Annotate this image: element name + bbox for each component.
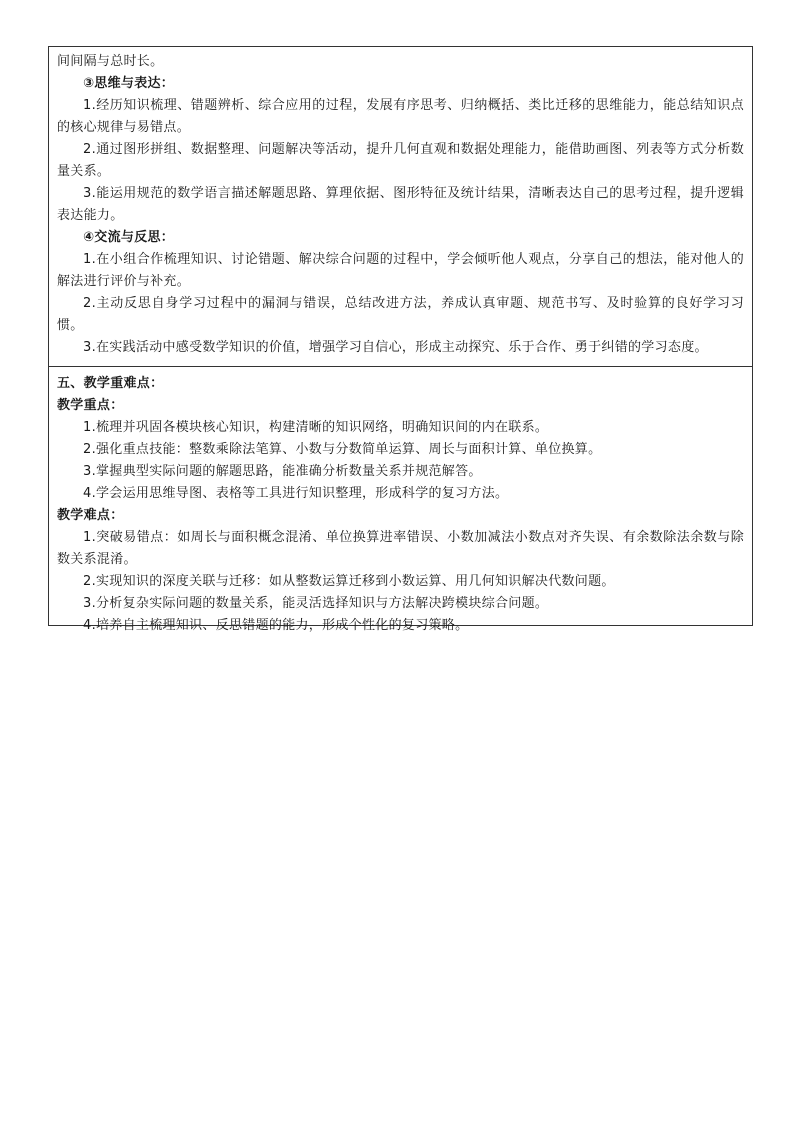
key-points-heading: 教学重点： xyxy=(57,398,124,413)
key-point-item: 4.学会运用思维导图、表格等工具进行知识整理，形成科学的复习方法。 xyxy=(83,486,509,501)
difficult-point-item: 3.分析复杂实际问题的数量关系，能灵活选择知识与方法解决跨模块综合问题。 xyxy=(83,596,549,611)
key-point-item: 3.掌握典型实际问题的解题思路，能准确分析数量关系并规范解答。 xyxy=(83,464,482,479)
communication-heading: ④交流与反思： xyxy=(83,230,175,245)
thinking-item: 3.能运用规范的数学语言描述解题思路、算理依据、图形特征及统计结果，清晰表达自己的思考过程，提升逻辑表达能力。 xyxy=(57,186,744,223)
key-difficult-points-cell xyxy=(48,366,753,633)
communication-item: 2.主动反思自身学习过程中的漏洞与错误，总结改进方法，养成认真审题、规范书写、及时验算的良好学习习惯。 xyxy=(57,296,744,333)
thinking-item: 2.通过图形拼组、数据整理、问题解决等活动，提升几何直观和数据处理能力，能借助画图、列表等方式分析数量关系。 xyxy=(57,142,744,179)
key-point-item: 2.强化重点技能：整数乘除法笔算、小数与分数简单运算、周长与面积计算、单位换算。 xyxy=(83,442,602,457)
continuation-text: 间间隔与总时长。 xyxy=(57,54,164,69)
thinking-item: 1.经历知识梳理、错题辨析、综合应用的过程，发展有序思考、归纳概括、类比迁移的思维能力，能总结知识点的核心规律与易错点。 xyxy=(57,98,744,135)
objectives-cell xyxy=(48,46,753,367)
difficult-points-heading: 教学难点： xyxy=(57,508,124,523)
thinking-heading: ③思维与表达： xyxy=(83,76,175,91)
key-point-item: 1.梳理并巩固各模块核心知识，构建清晰的知识网络，明确知识间的内在联系。 xyxy=(83,420,549,435)
difficult-point-item: 4.培养自主梳理知识、反思错题的能力，形成个性化的复习策略。 xyxy=(83,618,469,633)
difficult-point-item: 2.实现知识的深度关联与迁移：如从整数运算迁移到小数运算、用几何知识解决代数问题。 xyxy=(83,574,615,589)
difficult-point-item: 1.突破易错点：如周长与面积概念混淆、单位换算进率错误、小数加减法小数点对齐失误、有余数除法余数与除数关系混淆。 xyxy=(57,530,744,567)
section-title: 五、教学重难点： xyxy=(57,376,164,391)
communication-item: 3.在实践活动中感受数学知识的价值，增强学习自信心，形成主动探究、乐于合作、勇于纠错的学习态度。 xyxy=(83,340,708,355)
communication-item: 1.在小组合作梳理知识、讨论错题、解决综合问题的过程中，学会倾听他人观点，分享自己的想法，能对他人的解法进行评价与补充。 xyxy=(57,252,744,289)
